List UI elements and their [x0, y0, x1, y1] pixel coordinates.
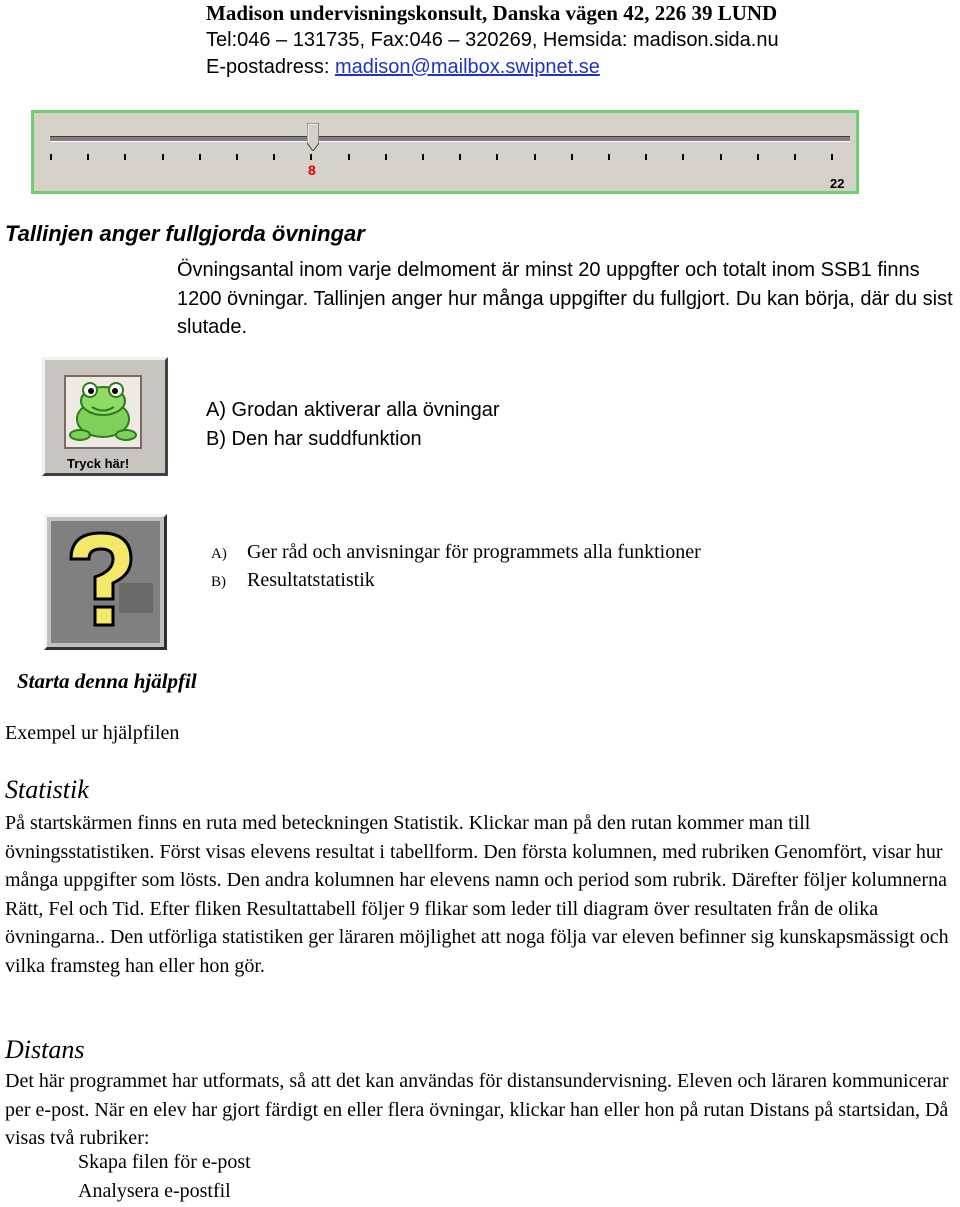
slider-tick: [534, 154, 536, 160]
statistik-title: Statistik: [5, 775, 89, 804]
start-helpfile-link[interactable]: Starta denna hjälpfil: [17, 669, 197, 693]
section-title-tallinjen: Tallinjen anger fullgjorda övningar: [5, 221, 365, 246]
statistik-body: På startskärmen finns en ruta med beteckningen Statistik. Klickar man på den rutan kommer man till övningsstatistiken. Först visas elevens resultat i tabellform. Den första kolumnen, med rubriken Genomfört, visar hur många uppgifter som lösts. Den andra kolumnen har elevens namn och period som rubrik. Därefter följer kolumnerna Rätt, Fel och Tid. Efter fliken Resultattabell följer 9 flikar som leder till diagram över resultaten från de olika övningarna.. Den utförliga statistiken ger läraren möjlighet att noga följa var eleven befinner sig kunskapsmässigt och vilka framsteg han eller hon gör.: [5, 812, 949, 977]
frog-frame: [64, 375, 142, 449]
slider-tick: [310, 154, 312, 160]
slider-track: [50, 136, 850, 142]
example-heading: Exempel ur hjälpfilen: [5, 722, 180, 744]
slider-tick: [273, 154, 275, 160]
slider-tick: [496, 154, 498, 160]
frog-icon: [66, 377, 140, 447]
company-address: Madison undervisningskonsult, Danska vägen 42, 226 39 LUND: [206, 1, 778, 25]
help-line-a: [211, 538, 701, 568]
help-b-label: B): [211, 574, 226, 590]
slider-tick: [348, 154, 350, 160]
slider-tick: [422, 154, 424, 160]
frog-line-a: A) Grodan aktiverar alla övningar: [206, 399, 500, 421]
slider-tick: [682, 154, 684, 160]
slider-tick: [199, 154, 201, 160]
help-line-b: [211, 566, 375, 596]
slider-tick: [87, 154, 89, 160]
distans-item-1: Skapa filen för e-post: [78, 1151, 251, 1173]
frog-line-b: B) Den har suddfunktion: [206, 428, 422, 450]
slider-tick: [124, 154, 126, 160]
slider-tick: [162, 154, 164, 160]
slider-thumb[interactable]: [307, 123, 319, 151]
slider-tick: [720, 154, 722, 160]
email-link[interactable]: madison@mailbox.swipnet.se: [334, 56, 600, 78]
help-b-text: Resultatstatistik: [247, 569, 375, 591]
help-button[interactable]: [44, 514, 167, 650]
slider-tick: [236, 154, 238, 160]
frog-button[interactable]: [42, 357, 168, 476]
slider-tick: [571, 154, 573, 160]
help-a-text: Ger råd och anvisningar för programmets alla funktioner: [247, 541, 701, 563]
progress-slider: [31, 110, 859, 194]
distans-body: Det här programmet har utformats, så att det kan användas för distansundervisning. Eleven och läraren kommunicerar per e-post. När en elev har gjort färdigt en eller flera övningar, klickar han eller hon på rutan Distans på startsidan, Då visas två rubriker:: [5, 1070, 949, 1150]
email-line: [206, 54, 600, 80]
email-label: E-postadress:: [206, 56, 335, 78]
slider-tick: [757, 154, 759, 160]
distans-title: Distans: [5, 1035, 85, 1064]
frog-button-label: Tryck här!: [67, 456, 130, 471]
question-mark-icon: [51, 521, 161, 643]
slider-max-value: 22: [830, 176, 845, 191]
slider-tick: [608, 154, 610, 160]
contact-line: Tel:046 – 131735, Fax:046 – 320269, Hemsida: madison.sida.nu: [206, 29, 779, 51]
section-paragraph-tallinjen: Övningsantal inom varje delmoment är minst 20 uppgfter och totalt inom SSB1 finns 1200 övningar. Tallinjen anger hur många uppgifter du fullgjort. Du kan börja, där du sist slutade.: [177, 259, 953, 338]
slider-tick: [385, 154, 387, 160]
slider-tick: [831, 154, 833, 160]
distans-item-2: Analysera e-postfil: [78, 1180, 231, 1202]
slider-tick: [794, 154, 796, 160]
slider-tick: [50, 154, 52, 160]
slider-tick: [645, 154, 647, 160]
help-a-label: A): [211, 546, 227, 562]
slider-current-value: 8: [308, 162, 316, 178]
slider-tick: [459, 154, 461, 160]
